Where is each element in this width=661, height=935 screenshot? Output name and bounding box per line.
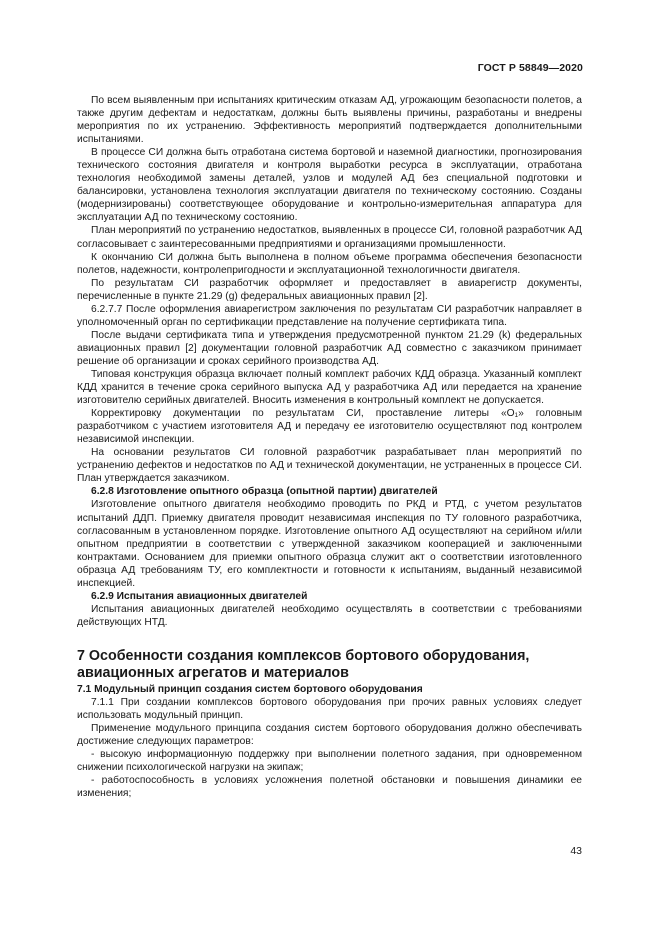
- list-item: - высокую информационную поддержку при выполнении полетного задания, при одновременном снижении психологической нагрузки на экипаж;: [77, 749, 582, 774]
- paragraph: Корректировку документации по результатам СИ, проставление литеры «О₁» головным разработчиком с участием изготовителя АД и передачу ее изготовителю осуществляют под контролем независимой инспекции.: [77, 408, 582, 446]
- paragraph: По результатам СИ разработчик оформляет и предоставляет в авиарегистр документы, перечисленные в пункте 21.29 (g) федеральных авиационных правил [2].: [77, 277, 582, 302]
- standard-header: ГОСТ Р 58849—2020: [477, 62, 583, 74]
- page-number: 43: [570, 845, 582, 857]
- paragraph: К окончанию СИ должна быть выполнена в полном объеме программа обеспечения безопасности полетов, надежности, контролепригодности и эксплуатационной технологичности двигателя.: [77, 251, 582, 276]
- paragraph-clause-7-1-1: 7.1.1 При создании комплексов бортового оборудования при прочих равных условиях следует использовать модульный принцип.: [77, 696, 582, 722]
- paragraph: Типовая конструкция образца включает полный комплект рабочих КДД образца. Указанный комплект КДД хранится в течение срока серийного выпуска АД у разработчика АД или передается на хранение изготовителю серийных двигателей. Вносить изменения в контрольный комплект не допускается.: [77, 368, 582, 407]
- paragraph-clause-6-2-7-7: 6.2.7.7 После оформления авиарегистром заключения по результатам СИ разработчик направляет в уполномоченный орган по сертификации представление на получение сертификата типа.: [77, 303, 582, 328]
- paragraph: Изготовление опытного двигателя необходимо проводить по РКД и РТД, с учетом результатов испытаний ДДП. Приемку двигателя проводит независимая инспекция по ТУ головного разработчика, согласованным в установленном порядке. Изготовление опытного АД осуществляют на серийном и/или опытном предприятии в соответствии с утвержденной заказчиком кооперацией и заключенными контрактами. Основанием для приемки опытного образца служит акт о соответствии изготовленного образца АД требованиям ТУ, его комплектности и готовности к испытаниям, выданный независимой инспекцией.: [77, 499, 582, 589]
- list-item: - работоспособность в условиях усложнения полетной обстановки и повышения динамики ее изменения;: [77, 775, 582, 800]
- paragraph: По всем выявленным при испытаниях критическим отказам АД, угрожающим безопасности полетов, а также другим дефектам и недостаткам, должны быть выявлены причины, разработаны и внедрены мероприятия по их устранению. Эффективность мероприятий подтверждается дополнительными испытаниями.: [77, 95, 582, 146]
- section-title-7: 7 Особенности создания комплексов бортового оборудования, авиационных агрегатов и материалов: [77, 647, 530, 682]
- document-body: [77, 94, 582, 800]
- paragraph: Применение модульного принципа создания систем бортового оборудования должно обеспечивать достижение следующих параметров:: [77, 723, 582, 748]
- paragraph: Испытания авиационных двигателей необходимо осуществлять в соответствии с требованиями действующих НТД.: [77, 603, 582, 628]
- paragraph: В процессе СИ должна быть отработана система бортовой и наземной диагностики, прогнозирования технического состояния двигателя и контроля выработки ресурса в эксплуатации, отработана технология необходимой замены деталей, узлов и модулей АД без специальной подготовки и балансировки, установлена технология эксплуатации двигателя по техническому состоянию. Созданы (модернизированы) соответствующее оборудование и контрольно-измерительная аппаратура для эксплуатации АД по техническому состоянию.: [77, 147, 582, 224]
- paragraph: План мероприятий по устранению недостатков, выявленных в процессе СИ, головной разработчик АД согласовывает с заинтересованными предприятиями и организациями промышленности.: [77, 225, 582, 250]
- paragraph: После выдачи сертификата типа и утверждения предусмотренной пунктом 21.29 (k) федеральных авиационных правил [2] документации головной разработчик АД совместно с заказчиком принимает решение об организации и сроках серийного производства АД.: [77, 329, 582, 367]
- subsection-title-6-2-8: 6.2.8 Изготовление опытного образца (опытной партии) двигателей: [91, 486, 438, 498]
- subsection-title-6-2-9: 6.2.9 Испытания авиационных двигателей: [91, 590, 308, 602]
- subsection-title-7-1: 7.1 Модульный принцип создания систем бортового оборудования: [77, 683, 423, 695]
- paragraph: На основании результатов СИ головной разработчик разрабатывает план мероприятий по устранению дефектов и недостатков по АД и технической документации, не устраненных в процессе СИ. План утверждается заказчиком.: [77, 447, 582, 485]
